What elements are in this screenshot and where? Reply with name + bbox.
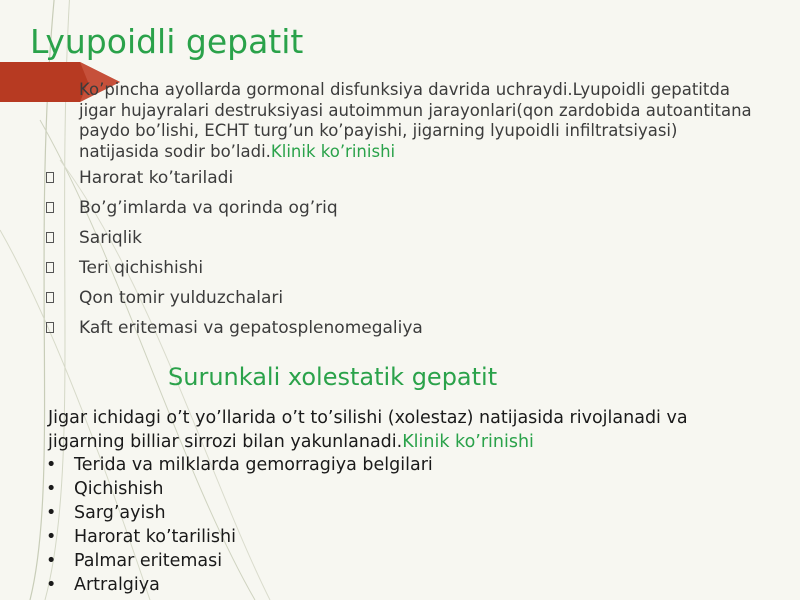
bullet-dot-icon: • [46, 503, 57, 523]
bullet-square-icon [46, 202, 54, 213]
bullet-dot-icon: • [46, 527, 57, 547]
intro-paragraph [79, 80, 759, 162]
list-item-text: Terida va milklarda gemorragiya belgilari [74, 455, 433, 475]
list-item-text: Sariqlik [79, 228, 143, 248]
bullet-square-icon [46, 322, 54, 333]
section-highlight: Klinik ko’rinishi [402, 432, 534, 452]
list-item-text: Harorat ko’tariladi [79, 168, 234, 188]
bullet-square-icon [46, 232, 54, 243]
list-item-text: Sarg’ayish [74, 503, 166, 523]
bullet-dot-icon: • [46, 455, 57, 475]
slide-title: Lyupoidli gepatit [30, 22, 304, 61]
list-item-text: Kaft eritemasi va gepatosplenomegaliya [79, 318, 423, 338]
bullet-dot-icon: • [46, 575, 57, 595]
list-item-text: Harorat ko’tarilishi [74, 527, 236, 547]
bullet-square-icon [46, 172, 54, 183]
bullet-square-icon [46, 262, 54, 273]
list-item-text: Teri qichishishi [79, 258, 204, 278]
bullet-square-icon [46, 292, 54, 303]
list-item-text: Palmar eritemasi [74, 551, 223, 571]
list-item-text: Qon tomir yulduzchalari [79, 288, 284, 308]
list-item-text: Qichishish [74, 479, 164, 499]
intro-text: Ko’pincha ayollarda gormonal disfunksiya davrida uchraydi.Lyupoidli gepatitda jigar hujayralari destruksiyasi autoimmun jarayonlari(qon zardobida autoantitana paydo bo’lishi, ECHT turg’un ko’payishi, jigarning lyupoidli infiltratsiyasi) natijasida sodir bo’ladi. [79, 80, 752, 161]
intro-highlight: Klinik ko’rinishi [270, 141, 396, 161]
bullet-dot-icon: • [46, 479, 57, 499]
list-item-text: Artralgiya [74, 575, 160, 595]
bullet-dot-icon: • [46, 551, 57, 571]
list-item-text: Bo’g’imlarda va qorinda og’riq [79, 198, 338, 218]
section-text: Jigar ichidagi o’t yo’llarida o’t to’silishi (xolestaz) natijasida rivojlanadi va jigarning billiar sirrozi bilan yakunlanadi. [48, 408, 688, 452]
section-subtitle: Surunkali xolestatik gepatit [168, 363, 498, 391]
section-paragraph [48, 406, 748, 454]
